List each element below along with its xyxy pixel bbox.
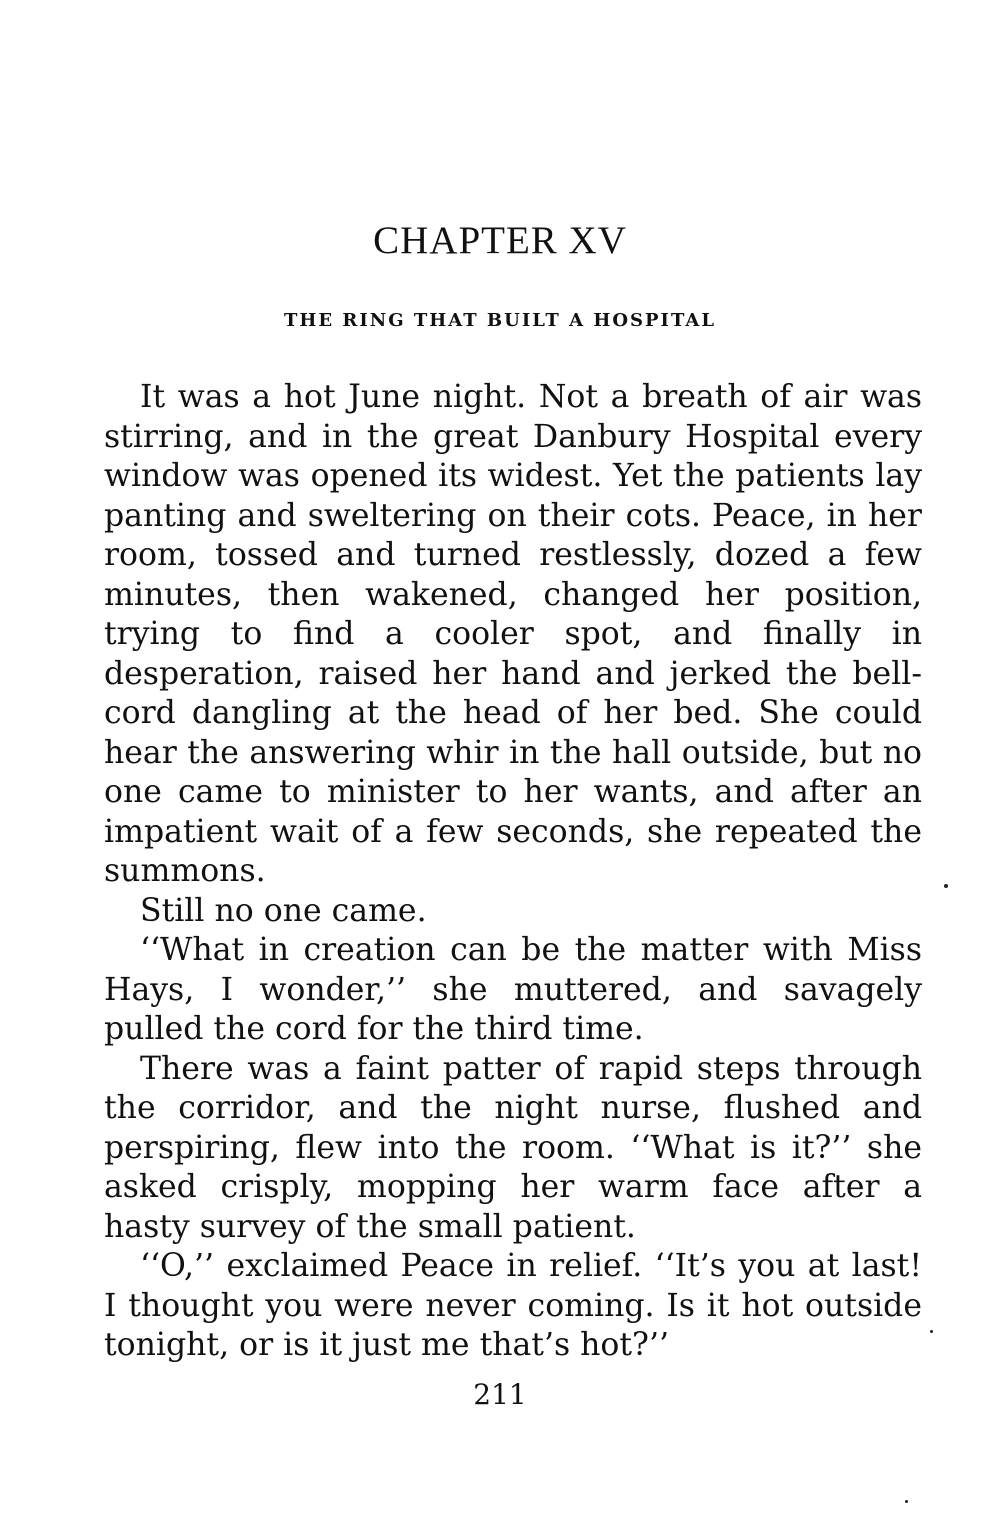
page-number: 211 (473, 1378, 527, 1411)
chapter-title: CHAPTER XV (373, 219, 627, 262)
chapter-subtitle: THE RING THAT BUILT A HOSPITAL (284, 310, 716, 331)
paragraph: ‘‘What in creation can be the matter with Miss Hays, I wonder,’’ she muttered, and savagely pulled the cord for the third time. (104, 932, 922, 1047)
paragraph: ‘‘O,’’ exclaimed Peace in relief. ‘‘It’s you at last! I thought you were never coming. Is it hot outside tonight, or is it just me that’s hot?’’ (104, 1248, 922, 1363)
scan-speck (930, 1330, 933, 1333)
scan-speck (905, 1500, 908, 1503)
paragraph: It was a hot June night. Not a breath of air was stirring, and in the great Danbury Hospital every window was opened its widest. Yet the patients lay panting and sweltering on their cots. Peace, in her room, tossed and turned restlessly, dozed a few minutes, then wakened, changed her position, trying to find a cooler spot, and finally in desperation, raised her hand and jerked the bell-cord dangling at the head of her bed. She could hear the answering whir in the hall outside, but no one came to minister to her wants, and after an impatient wait of a few seconds, she repeated the summons. (104, 379, 922, 889)
paragraph: There was a faint patter of rapid steps through the corridor, and the night nurse, flushed and perspiring, flew into the room. ‘‘What is it?’’ she asked crisply, mopping her warm face after a hasty survey of the small patient. (104, 1050, 922, 1245)
chapter-body (104, 378, 922, 1366)
paragraph: Still no one came. (140, 892, 427, 929)
scan-speck (944, 884, 948, 888)
